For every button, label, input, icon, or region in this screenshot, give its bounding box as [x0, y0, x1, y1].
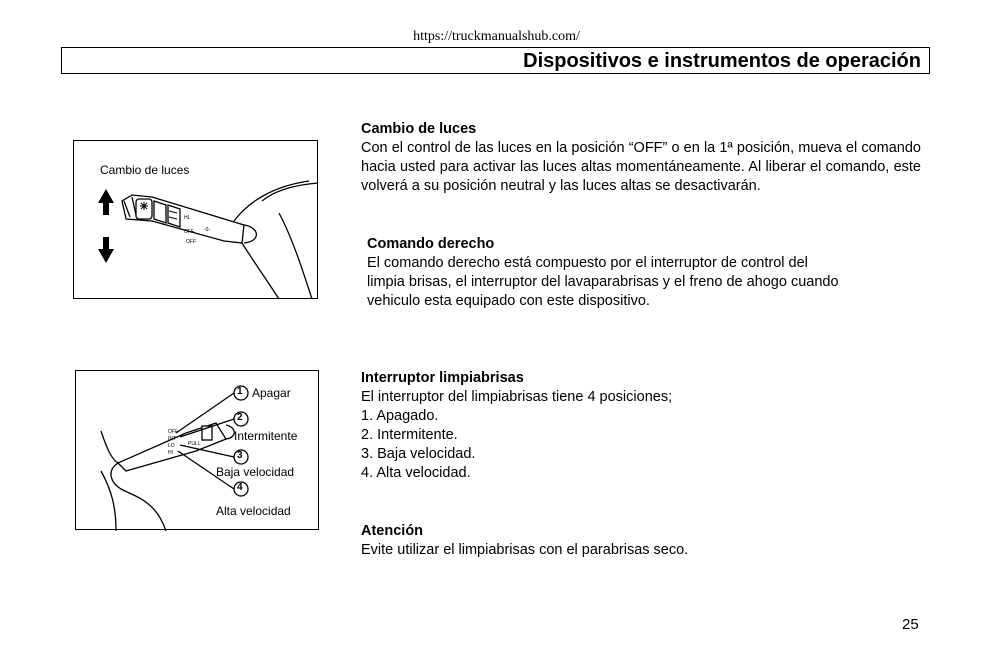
- list-item: 3. Baja velocidad.: [361, 446, 476, 462]
- svg-text:HL: HL: [184, 215, 191, 221]
- section-comando-derecho: [367, 235, 923, 311]
- section-body: Con el control de las luces en la posición “OFF” o en la 1ª posición, mueva el comando hacia usted para activar las luces altas momentáneamente. Al liberar el comando, este volverá a su posición neutral y las luces altas se desactivarán.: [361, 140, 921, 194]
- list-item: 4. Alta velocidad.: [361, 465, 471, 481]
- wiper-switch-figure: [75, 370, 319, 530]
- section-line: El interruptor del limpiabrisas tiene 4 posiciones;: [361, 389, 673, 405]
- svg-text:OFF: OFF: [184, 229, 194, 235]
- callout-2-number: 2: [237, 412, 243, 423]
- svg-text:HI: HI: [168, 450, 173, 456]
- svg-text:PULL: PULL: [188, 441, 201, 447]
- stalk-lever: [122, 181, 318, 299]
- svg-text:OFF: OFF: [186, 239, 196, 245]
- section-line: El comando derecho está compuesto por el interruptor de control del: [367, 255, 808, 271]
- figure-label: Cambio de luces: [100, 163, 190, 177]
- page-header: [61, 47, 930, 74]
- section-interruptor-limpiabrisas: [361, 369, 921, 483]
- list-item: 2. Intermitente.: [361, 427, 458, 443]
- section-heading: Interruptor limpiabrisas: [361, 370, 524, 386]
- section-line: vehiculo esta equipado con este dispositivo.: [367, 293, 650, 309]
- callout-4-number: 4: [237, 482, 243, 493]
- page-title: Dispositivos e instrumentos de operación: [523, 50, 921, 72]
- section-heading: Cambio de luces: [361, 121, 477, 137]
- callout-2-label: Intermitente: [234, 429, 298, 443]
- source-url: https://truckmanualshub.com/: [413, 29, 580, 44]
- callout-1-label: Apagar: [252, 386, 291, 400]
- section-atencion: [361, 522, 921, 560]
- callout-3-label: Baja velocidad: [216, 465, 295, 479]
- svg-text:-0-: -0-: [204, 227, 211, 233]
- section-heading: Comando derecho: [367, 236, 495, 252]
- list-item: 1. Apagado.: [361, 408, 439, 424]
- up-down-arrow-icon: [98, 189, 114, 263]
- callout-3-number: 3: [237, 450, 243, 461]
- light-stalk-illustration: [74, 141, 319, 300]
- svg-text:OFF: OFF: [168, 429, 178, 435]
- callout-1-number: 1: [237, 386, 243, 397]
- section-body: Evite utilizar el limpiabrisas con el parabrisas seco.: [361, 542, 689, 558]
- section-heading: Atención: [361, 523, 424, 539]
- section-line: limpia brisas, el interruptor del lavaparabrisas y el freno de ahogo cuando: [367, 274, 839, 290]
- light-switch-figure: [73, 140, 318, 299]
- callout-4-label: Alta velocidad: [216, 504, 291, 518]
- svg-text:LO: LO: [168, 443, 175, 449]
- page-number: 25: [902, 616, 919, 633]
- section-cambio-de-luces: [361, 120, 921, 196]
- svg-text:INT: INT: [168, 436, 177, 442]
